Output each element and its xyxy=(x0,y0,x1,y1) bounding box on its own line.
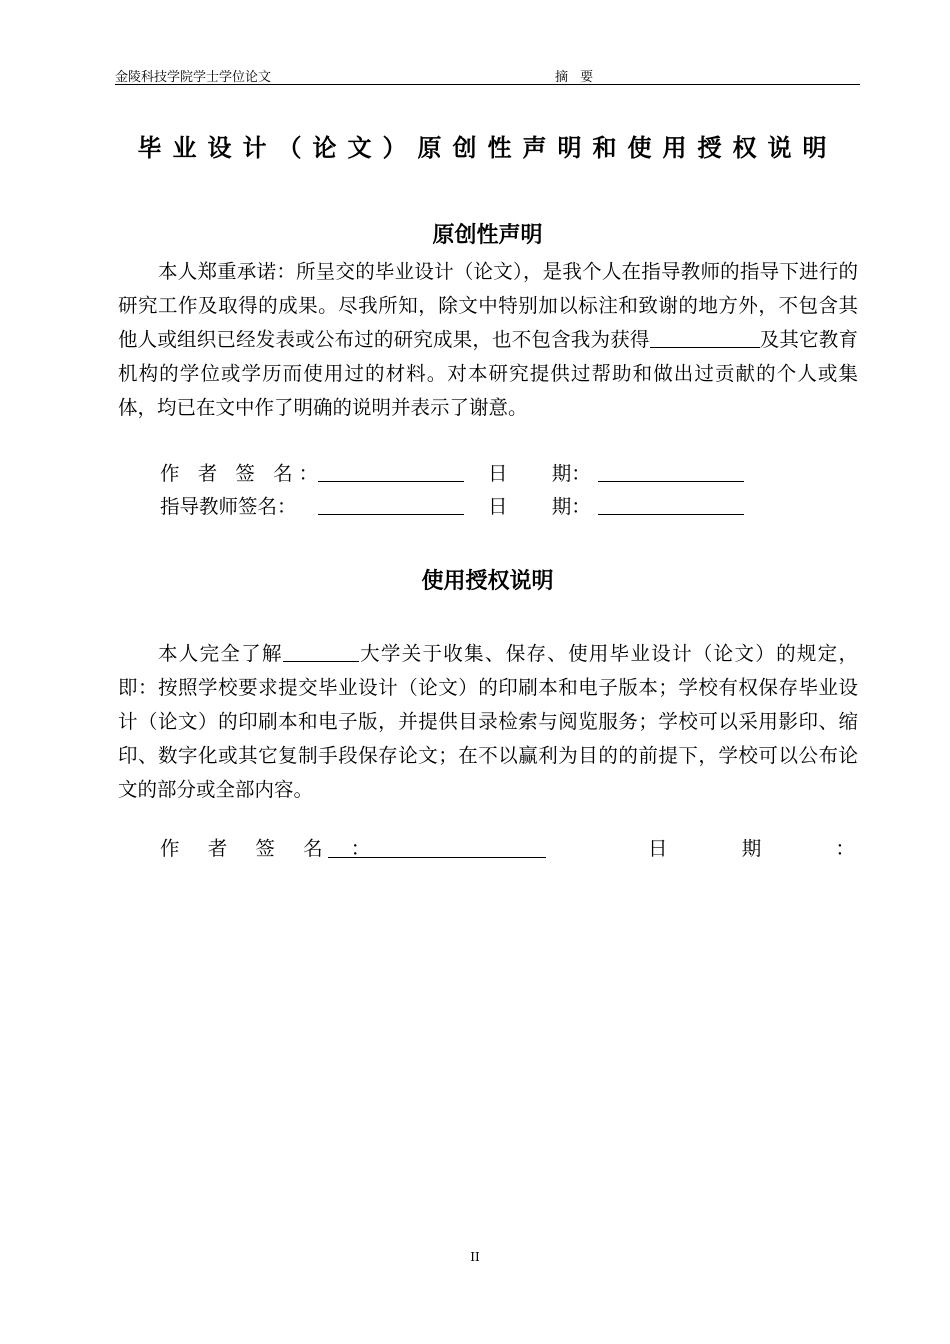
institution-blank[interactable] xyxy=(650,327,760,348)
advisor-signature-line[interactable] xyxy=(318,514,464,515)
header-school: 金陵科技学院学士学位论文 xyxy=(115,70,272,85)
header-section: 摘 要 xyxy=(555,70,598,85)
authorization-date-label: 日 期 ： xyxy=(648,837,855,860)
page-header xyxy=(115,64,860,85)
section-originality-title: 原创性声明 xyxy=(432,223,543,248)
authorization-text-1: 本人完全了解 xyxy=(158,642,283,665)
author-signature-label: 作 者 签 名： xyxy=(160,462,325,485)
author-signature-row xyxy=(160,458,760,488)
originality-text-2: 及其它教育机构的学位或学历而使用过的材料。对本研究提供过帮助和做出过贡献的个人或集体，均已在文中作了明确的说明并表示了谢意。 xyxy=(118,328,858,419)
authorization-signature-label: 作 者 签 名 ： xyxy=(160,837,382,860)
advisor-signature-row xyxy=(160,491,760,521)
page-title: 毕业设计（论文）原创性声明和使用授权说明 xyxy=(137,134,838,162)
advisor-signature-label: 指导教师签名： xyxy=(160,495,297,518)
advisor-date-line[interactable] xyxy=(598,514,744,515)
author-signature-line[interactable] xyxy=(318,481,464,482)
advisor-date-label: 日 期： xyxy=(488,495,591,518)
university-blank[interactable] xyxy=(283,641,359,662)
authorization-signature-row xyxy=(160,833,855,863)
originality-paragraph xyxy=(118,255,858,425)
authorization-signature-line[interactable] xyxy=(328,857,546,858)
authorization-paragraph xyxy=(118,637,858,807)
author-date-label: 日 期： xyxy=(488,462,591,485)
page-number: II xyxy=(470,1250,480,1264)
authorization-text-2: 大学关于收集、保存、使用毕业设计（论文）的规定，即：按照学校要求提交毕业设计（论文）的印刷本和电子版本；学校有权保存毕业设计（论文）的印刷本和电子版，并提供目录检索与阅览服务；学校可以采用影印、缩印、数字化或其它复制手段保存论文；在不以赢利为目的的前提下，学校可以公布论文的部分或全部内容。 xyxy=(118,642,858,801)
author-date-line[interactable] xyxy=(598,481,744,482)
originality-text-1: 本人郑重承诺：所呈交的毕业设计（论文），是我个人在指导教师的指导下进行的研究工作及取得的成果。尽我所知，除文中特别加以标注和致谢的地方外，不包含其他人或组织已经发表或公布过的研究成果，也不包含我为获得 xyxy=(118,260,858,351)
section-authorization-title: 使用授权说明 xyxy=(421,569,554,594)
